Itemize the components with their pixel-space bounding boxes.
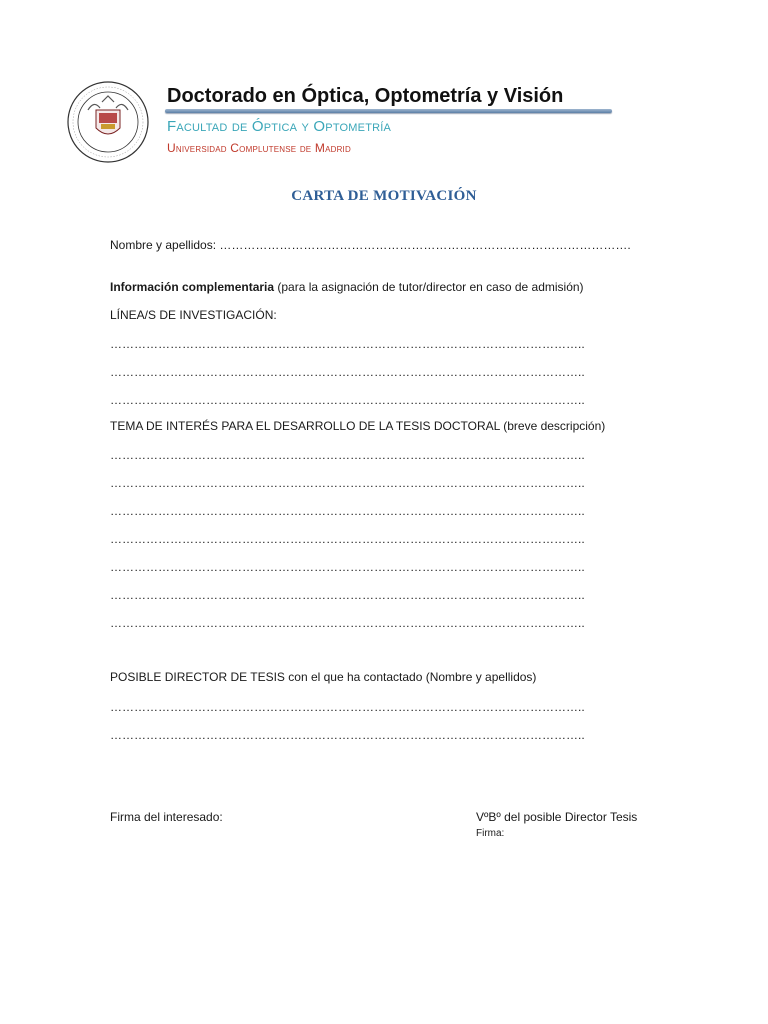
research-line-field[interactable]: ………………………………………………………………………………………………………..	[110, 365, 585, 379]
university-name: Universidad Complutense de Madrid	[167, 141, 351, 155]
complementary-info-label: Información complementaria	[110, 280, 275, 294]
thesis-director-field[interactable]: ………………………………………………………………………………………………………..	[110, 700, 585, 714]
research-line-field[interactable]: ………………………………………………………………………………………………………..	[110, 393, 585, 407]
thesis-director-label: POSIBLE DIRECTOR DE TESIS con el que ha contactado (Nombre y apellidos)	[110, 670, 537, 684]
name-row	[110, 238, 631, 252]
header-divider	[165, 109, 612, 113]
university-seal-icon	[66, 80, 150, 164]
program-title: Doctorado en Óptica, Optometría y Visión	[167, 85, 564, 107]
name-field[interactable]: ………………………………………………………………………………………….	[219, 238, 631, 252]
director-signature-label: Firma:	[476, 828, 505, 839]
complementary-info-heading	[110, 280, 584, 294]
thesis-topic-field[interactable]: ………………………………………………………………………………………………………..	[110, 448, 585, 462]
thesis-topic-field[interactable]: ………………………………………………………………………………………………………..	[110, 532, 585, 546]
thesis-topic-field[interactable]: ………………………………………………………………………………………………………..	[110, 588, 585, 602]
research-line-field[interactable]: ………………………………………………………………………………………………………..	[110, 337, 585, 351]
document-title: CARTA DE MOTIVACIÓN	[291, 188, 477, 204]
complementary-info-note: (para la asignación de tutor/director en caso de admisión)	[274, 280, 584, 294]
research-lines-label: LÍNEA/S DE INVESTIGACIÓN:	[110, 308, 277, 322]
applicant-signature-label: Firma del interesado:	[110, 810, 223, 824]
director-approval-label: VºBº del posible Director Tesis	[476, 810, 638, 824]
thesis-topic-field[interactable]: ………………………………………………………………………………………………………..	[110, 560, 585, 574]
name-label: Nombre y apellidos:	[110, 238, 217, 252]
thesis-topic-field[interactable]: ………………………………………………………………………………………………………..	[110, 476, 585, 490]
thesis-topic-field[interactable]: ………………………………………………………………………………………………………..	[110, 616, 585, 630]
faculty-name: Facultad de Óptica y Optometría	[167, 118, 392, 135]
thesis-topic-field[interactable]: ………………………………………………………………………………………………………..	[110, 504, 585, 518]
thesis-topic-label: TEMA DE INTERÉS PARA EL DESARROLLO DE LA TESIS DOCTORAL (breve descripción)	[110, 419, 606, 433]
thesis-director-field[interactable]: ………………………………………………………………………………………………………..	[110, 728, 585, 742]
